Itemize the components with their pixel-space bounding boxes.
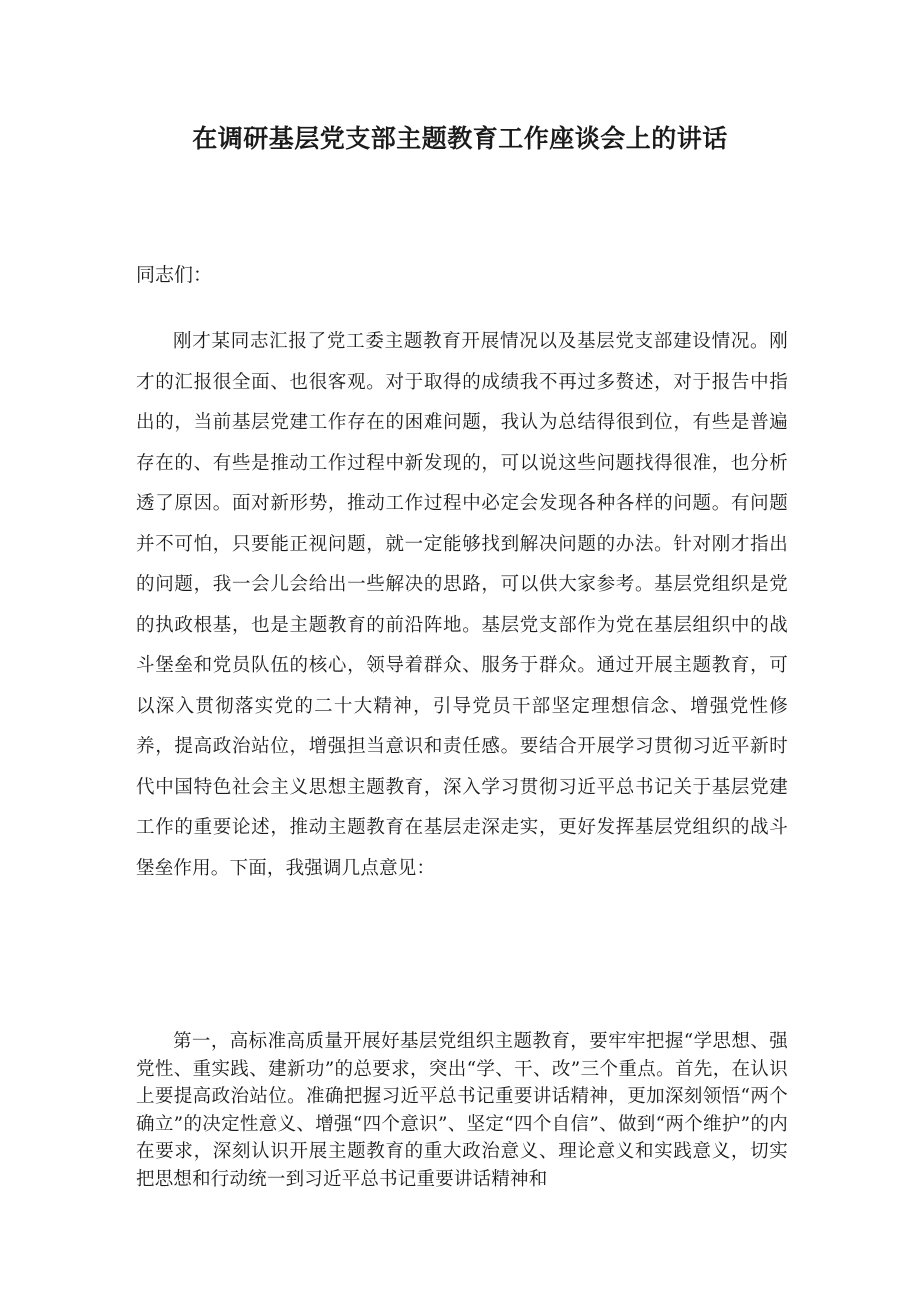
paragraph-opening: 刚才某同志汇报了党工委主题教育开展情况以及基层党支部建设情况。刚才的汇报很全面、也很客观。对于取得的成绩我不再过多赘述，对于报告中指出的，当前基层党建工作存在的困难问题，我认为总结得很到位，有些是普遍存在的、有些是推动工作过程中新发现的，可以说这些问题找得很准，也分析透了原因。面对新形势，推动工作过程中必定会发现各种各样的问题。有问题并不可怕，只要能正视问题，就一定能够找到解决问题的办法。针对刚才指出的问题，我一会儿会给出一些解决的思路，可以供大家参考。基层党组织是党的执政根基，也是主题教育的前沿阵地。基层党支部作为党在基层组织中的战斗堡垒和党员队伍的核心，领导着群众、服务于群众。通过开展主题教育，可以深入贯彻落实党的二十大精神，引导党员干部坚定理想信念、增强党性修养，提高政治站位，增强担当意识和责任感。要结合开展学习贯彻习近平新时代中国特色社会主义思想主题教育，深入学习贯彻习近平总书记关于基层党建工作的重要论述，推动主题教育在基层走深走实，更好发挥基层党组织的战斗堡垒作用。下面，我强调几点意见：: [136, 331, 788, 879]
salutation: 同志们：: [136, 264, 213, 286]
document-title: 在调研基层党支部主题教育工作座谈会上的讲话: [192, 124, 728, 153]
paragraph-first-point: 第一，高标准高质量开展好基层党组织主题教育，要牢牢把握“学思想、强党性、重实践、建新功”的总要求，突出“学、干、改”三个重点。首先，在认识上要提高政治站位。准确把握习近平总书记重要讲话精神，更加深刻领悟“两个确立”的决定性意义、增强“四个意识”、坚定“四个自信”、做到“两个维护”的内在要求，深刻认识开展主题教育的重大政治意义、理论意义和实践意义，切实把思想和行动统一到习近平总书记重要讲话精神和: [136, 1031, 788, 1190]
